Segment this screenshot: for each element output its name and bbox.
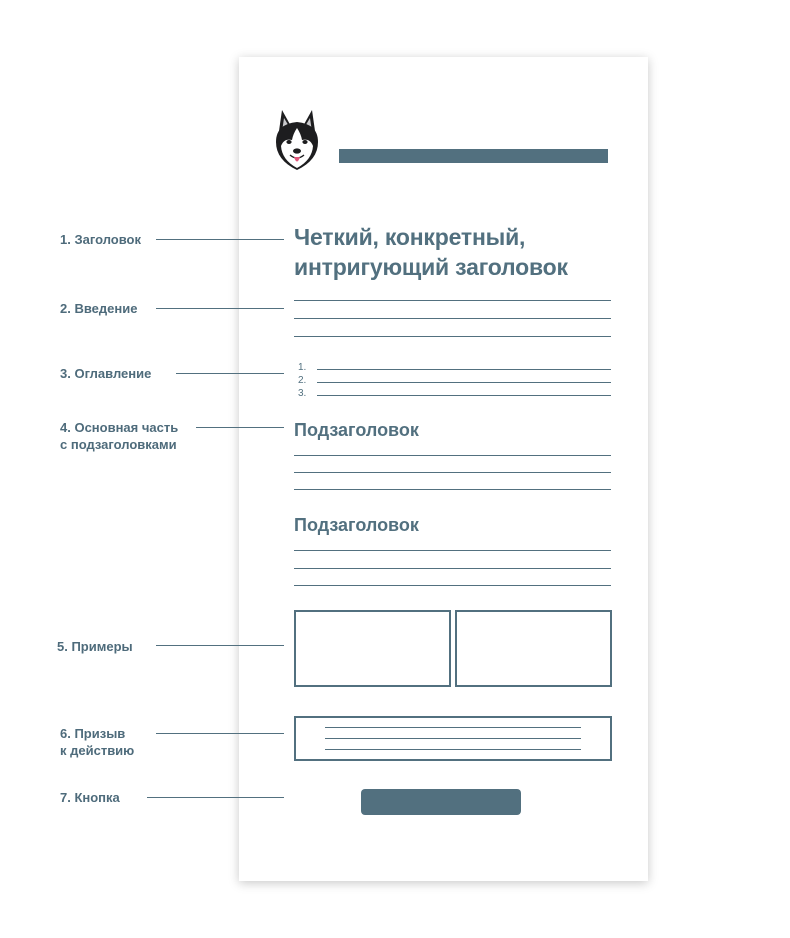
cta-line [325, 749, 581, 750]
leader-line [156, 239, 284, 240]
intro-line [294, 336, 611, 337]
toc-line [317, 395, 611, 396]
label-toc: 3. Оглавление [60, 366, 152, 381]
cta-line [325, 727, 581, 728]
leader-line [147, 797, 284, 798]
intro-line [294, 318, 611, 319]
label-cta-line-1: 6. Призыв [60, 726, 126, 741]
page-headline [294, 222, 634, 282]
label-headline: 1. Заголовок [60, 232, 141, 247]
label-body-line-1: 4. Основная часть [60, 420, 179, 435]
body-line [294, 472, 611, 473]
leader-line [176, 373, 284, 374]
body-line [294, 585, 611, 586]
subheading: Подзаголовок [294, 515, 419, 535]
label-intro: 2. Введение [60, 301, 138, 316]
toc-line [317, 369, 611, 370]
label-examples: 5. Примеры [57, 639, 133, 654]
example-box-2 [455, 610, 612, 687]
husky-dog-icon [272, 108, 322, 172]
toc-number: 1. [298, 362, 307, 373]
headline-line-1: Четкий, конкретный, [294, 224, 526, 250]
body-line [294, 550, 611, 551]
leader-line [156, 733, 284, 734]
headline-line-2: интригующий заголовок [294, 254, 568, 280]
label-body [60, 419, 178, 453]
label-button: 7. Кнопка [60, 790, 120, 805]
toc-line [317, 382, 611, 383]
label-cta [60, 725, 134, 759]
intro-line [294, 300, 611, 301]
body-line [294, 568, 611, 569]
header-title-bar [339, 149, 608, 163]
label-cta-line-2: к действию [60, 743, 135, 758]
leader-line [196, 427, 284, 428]
cta-button-shape [361, 789, 521, 815]
example-box-1 [294, 610, 451, 687]
label-body-line-2: с подзаголовками [60, 437, 177, 452]
body-line [294, 489, 611, 490]
leader-line [156, 645, 284, 646]
cta-line [325, 738, 581, 739]
leader-line [156, 308, 284, 309]
body-line [294, 455, 611, 456]
toc-number: 2. [298, 375, 307, 386]
toc-number: 3. [298, 388, 307, 399]
subheading: Подзаголовок [294, 420, 419, 440]
